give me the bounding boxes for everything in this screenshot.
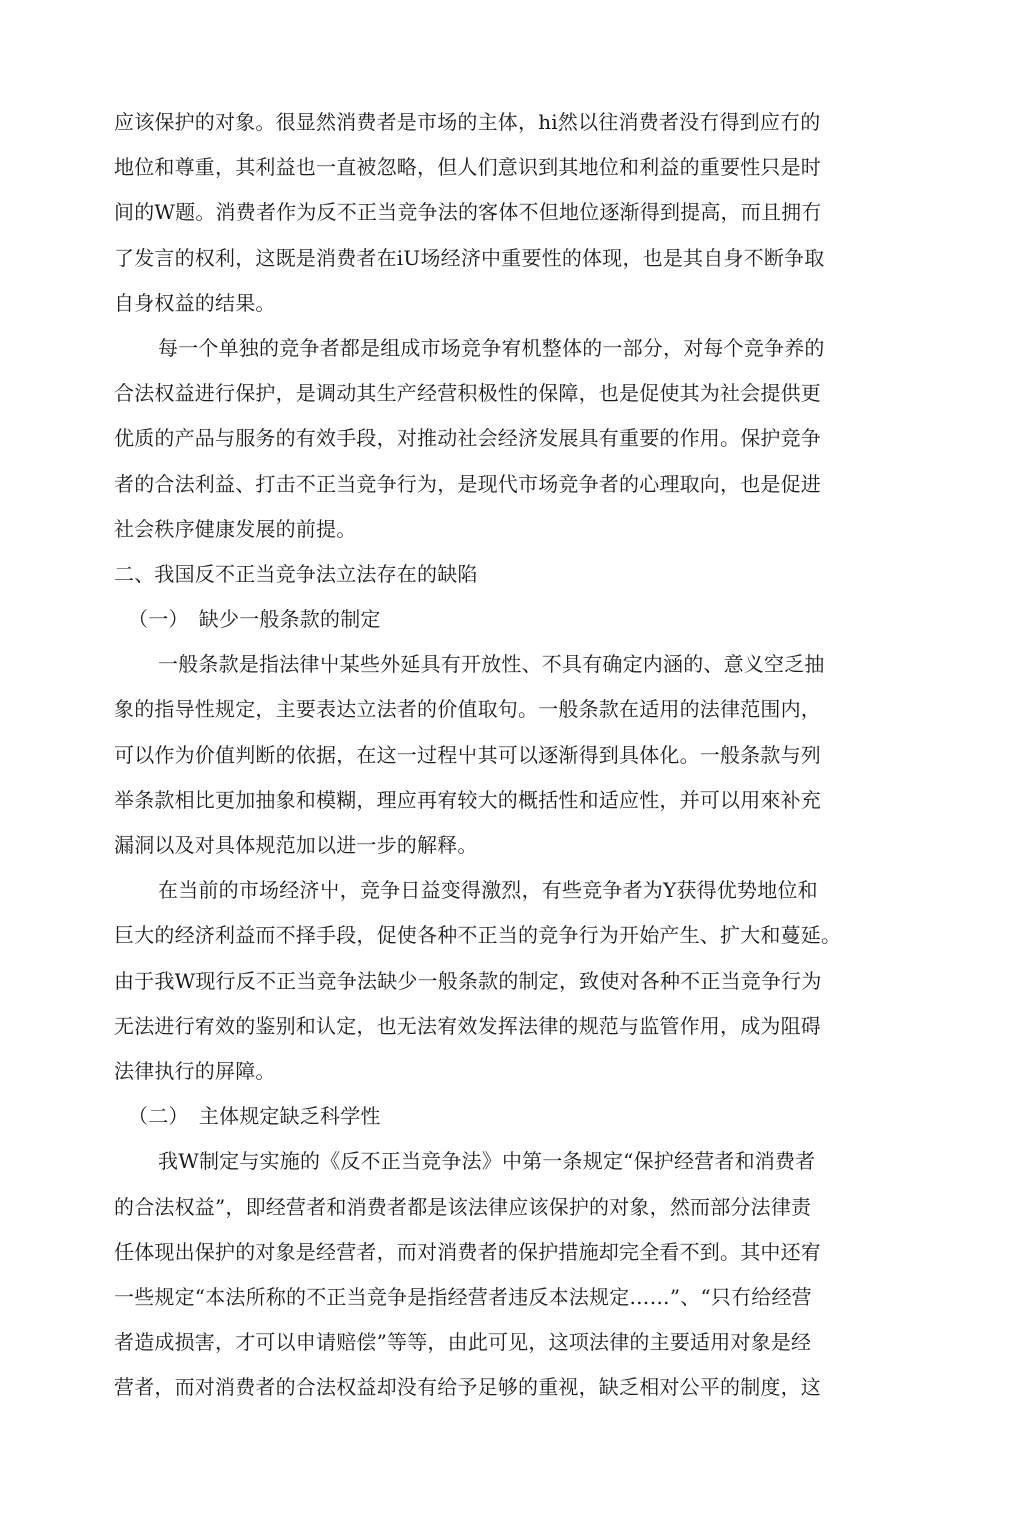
text-line: 者的合法利益、打击不正当竞争行为，是现代市场竞争者的心理取向，也是促进 xyxy=(114,471,821,496)
text-line: 一般条款是指法律屮某些外延具有开放性、不具有确定内涵的、意义空乏抽 xyxy=(158,652,825,677)
text-line: 巨大的经济利益而不择手段，促使各种不正当的竞争行为开始产生、扩大和蔓延。 xyxy=(114,923,842,948)
text-line: 任体现出保护的对象是经营者，而对消费者的保护措施却完全看不到。其中还宥 xyxy=(114,1239,821,1264)
text-line: 了发言的权利，这既是消费者在iU场经济中重要性的体现，也是其自身不断争取 xyxy=(114,245,825,270)
text-line: 的合法权益”，即经营者和消费者都是该法律应该保护的对象，然而部分法律责 xyxy=(114,1194,812,1219)
document-body xyxy=(114,100,874,1410)
text-line: 象的指导性规定，主要表达立法者的价值取句。一般条款在适用的法律范围内， xyxy=(114,697,821,722)
text-line: 社会秩序健康发展的前提。 xyxy=(114,516,357,541)
text-line: （二） 主体规定缺乏科学性 xyxy=(128,1104,381,1129)
text-line: 营者，而对消费者的合法权益却没有给予足够的重视，缺乏相对公平的制度，这 xyxy=(114,1375,821,1400)
text-line: 合法权益进行保护，是调动其生产经营积极性的保障，也是促使其为社会提供更 xyxy=(114,381,821,406)
text-line: 举条款相比更加抽象和模糊，理应再宥较大的概括性和适应性，并可以用來补充 xyxy=(114,787,821,812)
text-line: 间的W题。消费者作为反不正当竞争法的客体不但地位逐渐得到提高，而且拥冇 xyxy=(114,200,822,225)
text-line: 一些规定“本法所称的不正当竞争是指经营者违反本法规定……”、“只冇给经营 xyxy=(114,1284,812,1309)
text-line: 自身权益的结果。 xyxy=(114,290,276,315)
text-line: 优质的产品与服务的有效手段，对推动社会经济发展具有重要的作用。保护竞争 xyxy=(114,426,821,451)
text-line: 由于我W现行反不正当竞争法缺少一般条款的制定，致使对各种不正当竞争行为 xyxy=(114,968,822,993)
text-line: 我W制定与实施的《反不正当竞争法》中第一条规定“保护经营者和消费者 xyxy=(158,1149,816,1174)
text-line: 者造成损害，才可以申请赔偿”等等，由此可见，这项法律的主要适用对象是经 xyxy=(114,1330,812,1355)
text-line: 漏洞以及对具体规范加以进一步的解释。 xyxy=(114,833,478,857)
text-line: 无法进行宥效的鉴别和认定，也无法宥效发挥法律的规范与监管作用，成为阻碍 xyxy=(114,1013,821,1038)
text-line: （一） 缺少一般条款的制定 xyxy=(128,607,381,632)
text-line: 应该保护的对象。很显然消费者是市场的主体，hi然以往消费者没冇得到应冇的 xyxy=(114,110,821,134)
text-line: 在当前的市场经济屮，竞争日益变得激烈，有些竞争者为Y获得优势地位和 xyxy=(158,878,818,903)
text-line: 可以作为价值判断的依据，在这一过程屮其可以逐渐得到具体化。一般条款与列 xyxy=(114,742,821,767)
text-line: 二、我国反不正当竞争法立法存在的缺陷 xyxy=(114,561,478,586)
text-line: 每一个单独的竞争者都是组成市场竞争宥机整体的一部分，对每个竞争养的 xyxy=(158,335,825,360)
text-line: 法律执行的屏障。 xyxy=(114,1058,276,1083)
text-line: 地位和尊重，其利益也一直被忽略，但人们意识到其地位和利益的重要性只是时 xyxy=(114,155,821,180)
